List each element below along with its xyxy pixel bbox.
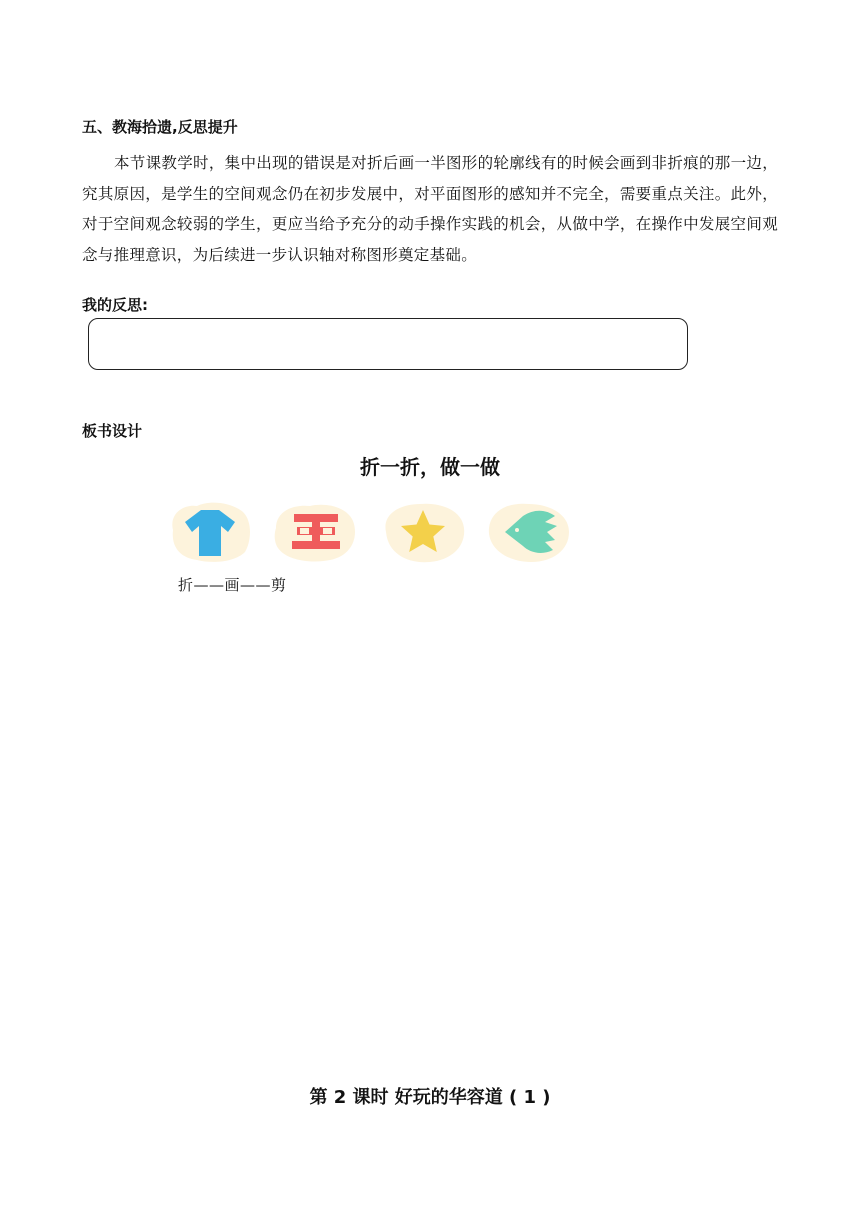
my-reflection-box xyxy=(88,318,688,370)
king-character-card xyxy=(270,498,360,564)
shirt-icon xyxy=(165,498,255,564)
king-character-icon xyxy=(270,498,360,564)
star-icon xyxy=(378,498,468,564)
board-steps: 折——画——剪 xyxy=(178,576,287,594)
fish-icon xyxy=(483,498,573,564)
my-reflection-label: 我的反思: xyxy=(82,296,148,314)
board-design-label: 板书设计 xyxy=(82,422,143,440)
fish-card xyxy=(483,498,573,564)
reflection-paragraph: 本节课教学时，集中出现的错误是对折后画一半图形的轮廓线有的时候会画到非折痕的那一边，究其原因，是学生的空间观念仍在初步发展中，对平面图形的感知并不完全，需要重点关注。此外，对于空间观念较弱的学生，更应当给予充分的动手操作实践的机会，从做中学，在操作中发展空间观念与推理意识，为后续进一步认识轴对称图形奠定基础。 xyxy=(82,154,778,264)
star-card xyxy=(378,498,468,564)
board-title: 折一折，做一做 xyxy=(360,455,500,479)
section-heading: 五、教海拾遗,反思提升 xyxy=(82,118,238,136)
lesson-title: 第 2 课时 好玩的华容道 ( 1 ) xyxy=(309,1087,551,1108)
shirt-card xyxy=(165,498,255,564)
